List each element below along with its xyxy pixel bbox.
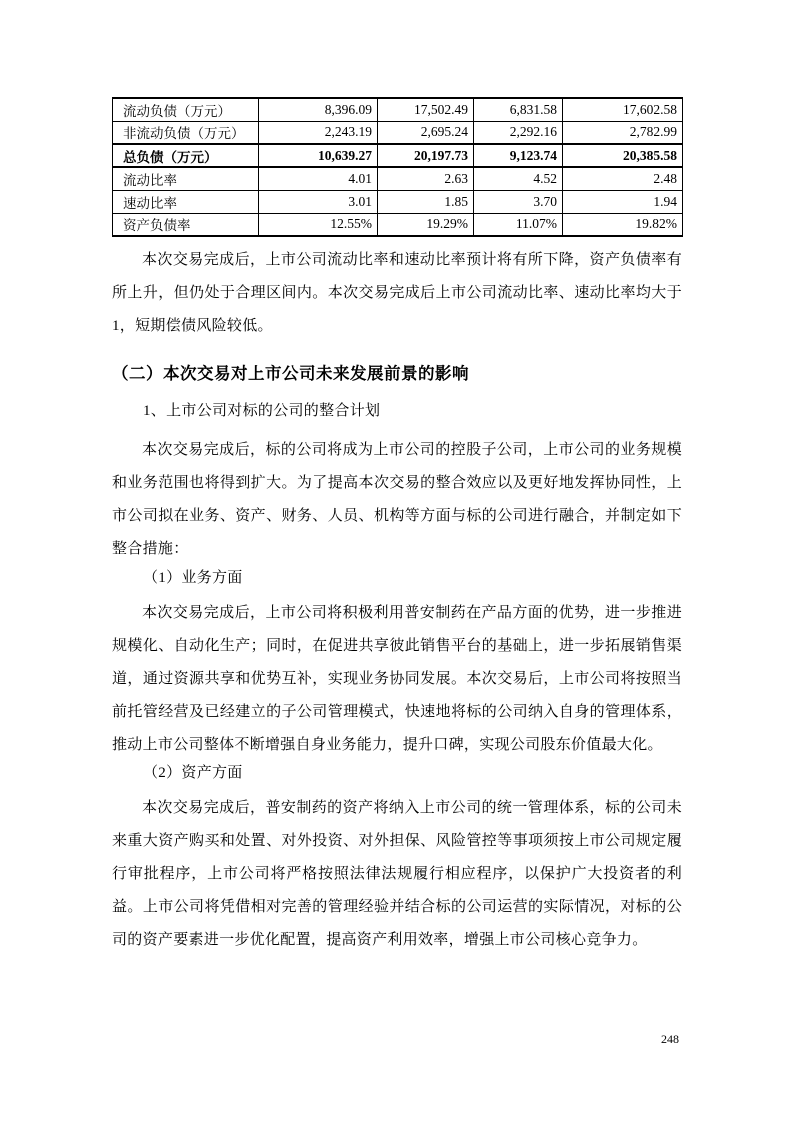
row-value: 11.07% — [474, 213, 563, 236]
table-row — [113, 190, 683, 213]
row-value: 1.94 — [563, 190, 683, 213]
row-value: 2,695.24 — [378, 121, 474, 144]
row-value: 3.70 — [474, 190, 563, 213]
table-row — [113, 213, 683, 236]
row-label: 流动比率 — [113, 167, 259, 190]
table-row — [113, 98, 683, 121]
row-label: 资产负债率 — [113, 213, 259, 236]
row-value: 2.63 — [378, 167, 474, 190]
row-value: 4.01 — [259, 167, 378, 190]
row-value: 6,831.58 — [474, 98, 563, 121]
paragraph-liquidity-summary: 本次交易完成后，上市公司流动比率和速动比率预计将有所下降，资产负债率有所上升，但仍处于合理区间内。本次交易完成后上市公司流动比率、速动比率均大于 1，短期偿债风险较低。 — [112, 252, 682, 334]
page-number: 248 — [661, 1032, 679, 1046]
table-row — [113, 121, 683, 144]
table-row — [113, 167, 683, 190]
row-value: 2,292.16 — [474, 121, 563, 144]
row-value: 9,123.74 — [474, 144, 563, 167]
row-value: 3.01 — [259, 190, 378, 213]
row-value: 19.29% — [378, 213, 474, 236]
sub-heading-asset-aspect: （2）资产方面 — [143, 765, 243, 781]
row-value: 1.85 — [378, 190, 474, 213]
section-heading-future-development: （二）本次交易对上市公司未来发展前景的影响 — [112, 365, 469, 383]
row-value: 2,782.99 — [563, 121, 683, 144]
row-label: 非流动负债（万元） — [113, 121, 259, 144]
row-value: 10,639.27 — [259, 144, 378, 167]
row-value: 20,385.58 — [563, 144, 683, 167]
row-value: 2.48 — [563, 167, 683, 190]
row-value: 17,502.49 — [378, 98, 474, 121]
paragraph-asset-aspect: 本次交易完成后，普安制药的资产将纳入上市公司的统一管理体系，标的公司未来重大资产购买和处置、对外投资、对外担保、风险管控等事项须按上市公司规定履行审批程序，上市公司将严格按照法律法规履行相应程序，以保护广大投资者的利益。上市公司将凭借相对完善的管理经验并结合标的公司运营的实际情况，对标的公司的资产要素进一步优化配置，提高资产利用效率，增强上市公司核心竞争力。 — [112, 800, 682, 948]
paragraph-business-aspect: 本次交易完成后，上市公司将积极利用普安制药在产品方面的优势，进一步推进规模化、自动化生产；同时，在促进共享彼此销售平台的基础上，进一步拓展销售渠道，通过资源共享和优势互补，实现业务协同发展。本次交易后，上市公司将按照当前托管经营及已经建立的子公司管理模式，快速地将标的公司纳入自身的管理体系，推动上市公司整体不断增强自身业务能力，提升口碑，实现公司股东价值最大化。 — [112, 605, 682, 753]
sub-heading-integration-plan: 1、上市公司对标的公司的整合计划 — [143, 403, 381, 419]
row-value: 4.52 — [474, 167, 563, 190]
financial-table-body — [113, 98, 683, 236]
row-value: 12.55% — [259, 213, 378, 236]
row-label: 速动比率 — [113, 190, 259, 213]
row-label: 流动负债（万元） — [113, 98, 259, 121]
row-value: 8,396.09 — [259, 98, 378, 121]
row-label: 总负债（万元） — [113, 144, 259, 167]
row-value: 20,197.73 — [378, 144, 474, 167]
sub-heading-business-aspect: （1）业务方面 — [143, 570, 243, 586]
row-value: 2,243.19 — [259, 121, 378, 144]
page-content — [112, 97, 682, 957]
financial-metrics-table — [112, 97, 683, 237]
paragraph-integration-overview: 本次交易完成后，标的公司将成为上市公司的控股子公司，上市公司的业务规模和业务范围也将得到扩大。为了提高本次交易的整合效应以及更好地发挥协同性，上市公司拟在业务、资产、财务、人员、机构等方面与标的公司进行融合，并制定如下整合措施： — [112, 442, 682, 557]
row-value: 19.82% — [563, 213, 683, 236]
row-value: 17,602.58 — [563, 98, 683, 121]
table-row — [113, 144, 683, 167]
